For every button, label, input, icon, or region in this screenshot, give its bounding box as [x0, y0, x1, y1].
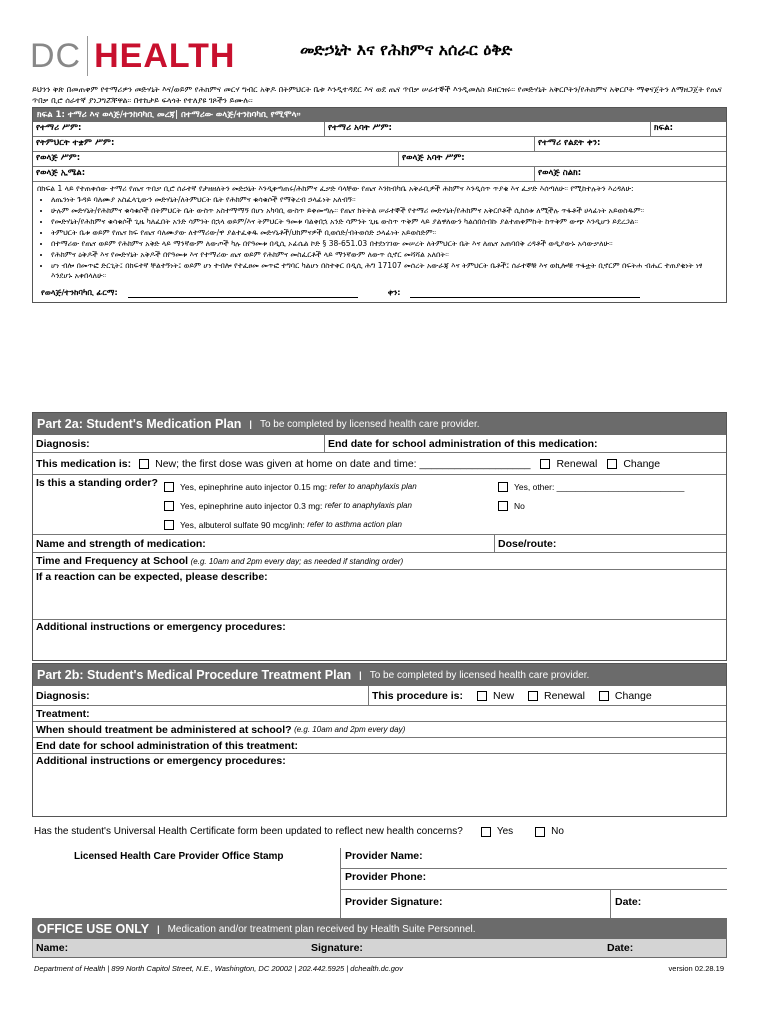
parent-last-name-field[interactable]: የወላጅ አባት ሥም:: [402, 153, 465, 163]
consent-list: [51, 195, 722, 281]
change-medication-label: Change: [623, 457, 661, 470]
part2b-sep: |: [359, 670, 362, 680]
consent-item: • ሁሉም መድሃኒት/የሕክምና ቁሳቁሶች በትምህርት ቤት ውስጥ አስተማማኝ በሆነ አካባቢ ውስጥ ይቀመጣሉ። የጤና ክትትል ሠራተኞች የተማሪ መድሃኒት/የሕክምና አቅርቦቶች ሲከሰቱ ለሚችሉ ጥፋቶች ሀላፊነት አይወስዱም።: [51, 206, 722, 216]
treatment-when-note: (e.g. 10am and 2pm every day): [294, 725, 406, 734]
page-footer: [34, 964, 724, 973]
student-first-name-field[interactable]: የተማሪ ሥም:: [33, 122, 325, 136]
part1-header-text: ክፍል 1: ተማሪ እና ወላጅ/ተንከባካቢ መረጃ| በተማሪው ወላጅ/ተንከባካቢ የሚሞላ።: [37, 110, 301, 120]
change-procedure-checkbox[interactable]: [599, 691, 609, 701]
part2a-row-diagnosis: [33, 435, 726, 453]
albuterol-checkbox[interactable]: [164, 520, 174, 530]
new-procedure-label: New: [493, 689, 515, 702]
part2a-section: [32, 412, 727, 661]
renewal-procedure-label: Renewal: [544, 689, 585, 702]
office-use-section: [32, 918, 727, 958]
new-medication-label: New; the first dose was given at home on date and time: ___________________: [155, 457, 531, 470]
provider-signature-field[interactable]: Provider Signature:: [341, 890, 611, 919]
part2a-row-standing: [33, 475, 726, 535]
medication-instructions-label: Additional instructions or emergency procedures:: [36, 621, 286, 633]
reaction-label: If a reaction can be expected, please describe:: [36, 571, 268, 583]
epi-015-checkbox[interactable]: [164, 482, 174, 492]
change-procedure-label: Change: [614, 689, 652, 702]
part2a-subtitle: To be completed by licensed health care provider.: [259, 418, 480, 430]
certificate-no-label: No: [551, 826, 564, 837]
parent-signature-row: [37, 282, 722, 300]
student-last-name-field[interactable]: የተማሪ አባት ሥም:: [325, 122, 651, 136]
consent-item: • ለጤንነት ጉዳይ ባለሙያ አስፈላጊውን መድሃኒት/ለትምህርት ቤት የሕክምና ቁሳቁሶች የማቅረብ ኃላፊነት አለብኝ።: [51, 195, 722, 205]
epi-03-note: refer to anaphylaxis plan: [324, 501, 412, 510]
yes-other-checkbox[interactable]: [498, 482, 508, 492]
medication-instructions-field[interactable]: [33, 620, 726, 660]
footer-version: version 02.28.19: [668, 964, 724, 973]
page-title: መድኃኒት እና የሕክምና አሰራር ዕቅድ: [300, 40, 513, 59]
certificate-yes-checkbox[interactable]: [481, 827, 491, 837]
logo-health-text: HEALTH: [94, 36, 236, 75]
part2b-header: [33, 664, 726, 686]
epi-03-checkbox[interactable]: [164, 501, 174, 511]
no-standing-option: [498, 496, 723, 515]
dose-route-field[interactable]: Dose/route:: [498, 537, 557, 550]
parent-email-field[interactable]: የወላጅ ኢሜል:: [33, 167, 535, 181]
consent-item: • ትምህርት ቤቱ ወይም የጤና ክፍ የጤና ባለሙያው ለተማሪው/ዋ ያልተፈቀዱ መድሃኒቶች/ህክምናዎች ቢወሰድ/ብትወሰድ ኃላፊነት አይወስድም።: [51, 228, 722, 238]
office-use-title: OFFICE USE ONLY: [37, 922, 150, 936]
parent-phone-field[interactable]: የወላጅ ስልክ:: [538, 168, 582, 178]
provider-signature-row: [341, 890, 727, 919]
procedure-is-label: This procedure is:: [372, 689, 464, 702]
time-frequency-note: (e.g. 10am and 2pm every day; as needed if standing order): [190, 556, 404, 566]
renewal-medication-checkbox[interactable]: [540, 459, 550, 469]
reaction-field[interactable]: [33, 570, 726, 620]
medication-is-label: This medication is:: [36, 457, 132, 470]
procedure-type-options: [369, 686, 726, 705]
part1-header: [33, 108, 726, 122]
office-use-row: [33, 939, 726, 957]
school-name-field[interactable]: የትምህርት ተቋም ሥም:: [33, 137, 535, 151]
procedure-instructions-label: Additional instructions or emergency procedures:: [36, 755, 286, 767]
parent-date-line[interactable]: [410, 288, 640, 298]
intro-text: ይህንን ቅጽ በመጠቀም የተማሪዎን መድሃኒት እና/ወይም የሕክምና መርሃ ግብር አቅዶ በትምህርት ቤቱ እንዲተዳደር እና ወደ ጤና ጥበቃ ሠራተኞች እንዲመለስ ይዘርዝሩ። የመድሃኒት አቅርቦትን/የሕክምና አቅርቦት ማቀናጀትን ለማዘጋጀት የጤና ጥበቃ ቢሮ ሰራተኛ ያነጋግሯቸዋል። በተከታይ ፍላጎት የተለያዩ ገጾችን ይሙሉ።: [32, 85, 722, 105]
consent-item: • ሆነ ብሎ በመጥፎ ድርጊት፤ በከፍተኛ ቸልተኝነት፤ ወይም ሆነ ተብሎ የተፈፀመ መጥፎ ተግባር ካልሆነ በስተቀር በዲሲ ሕግ 17107 መሰረት አውራጃ እና ትምህርት ቤቶች፤ ሰራተኞቹ እና ወኪሎቹ ጥፋቷት ቢኖርም በፍትሐ ብሔር ተጠያቂነት ነፃ እንደሆኑ አቀበላለሁ።: [51, 261, 722, 281]
part2a-sep: |: [249, 419, 252, 429]
consent-item: • የሕክምና ዕቅዶች እና የመድሃኒት አቅዶች በየዓመቱ እና የተማሪው ጤና ወይም የሕክምና መስፈርቶች ላይ ማንኛውም ለውጥ ሲኖር መሻሻል አለበት።: [51, 250, 722, 260]
treatment-field[interactable]: Treatment:: [33, 706, 726, 722]
part2b-subtitle: To be completed by licensed health care provider.: [369, 669, 590, 681]
parent-signature-label: የወላጅ/ተንከባካቢ ፊርማ:: [41, 288, 118, 297]
time-frequency-label: Time and Frequency at School: [36, 555, 189, 567]
medication-end-date-field[interactable]: End date for school administration of this medication:: [328, 437, 598, 450]
procedure-diagnosis-field[interactable]: Diagnosis:: [33, 686, 369, 705]
part2a-header: [33, 413, 726, 435]
treatment-when-label: When should treatment be administered at school?: [36, 723, 292, 736]
new-procedure-checkbox[interactable]: [477, 691, 487, 701]
albuterol-note: refer to asthma action plan: [307, 520, 402, 529]
office-use-subtitle: Medication and/or treatment plan received by Health Suite Personnel.: [167, 923, 476, 935]
logo-dc-text: DC: [30, 36, 82, 75]
medication-diagnosis-field[interactable]: Diagnosis:: [33, 435, 325, 452]
epi-03-label: Yes, epinephrine auto injector 0.3 mg:: [180, 500, 323, 511]
part1-row-school: [33, 137, 726, 152]
office-date-field[interactable]: Date:: [607, 942, 634, 954]
albuterol-label: Yes, albuterol sulfate 90 mcg/inh:: [180, 519, 305, 530]
change-medication-checkbox[interactable]: [607, 459, 617, 469]
part2b-title: Part 2b: Student's Medical Procedure Treatment Plan: [37, 668, 352, 682]
renewal-procedure-checkbox[interactable]: [528, 691, 538, 701]
procedure-instructions-field[interactable]: [33, 754, 726, 816]
part1-section: [32, 107, 727, 303]
parent-date-label: ቀን:: [387, 288, 401, 297]
provider-name-field[interactable]: Provider Name:: [341, 848, 727, 869]
standing-order-label: Is this a standing order?: [36, 477, 158, 489]
footer-address: Department of Health | 899 North Capitol Street, N.E., Washington, DC 20002 | 202.442.5925 | dchealth.dc.gov: [34, 964, 403, 973]
renewal-medication-label: Renewal: [556, 457, 598, 470]
office-use-sep: |: [157, 924, 160, 934]
medication-name-strength-field[interactable]: Name and strength of medication:: [33, 535, 495, 552]
part2b-row-diagnosis: [33, 686, 726, 706]
consent-intro: በክፍል 1 ላይ የተጠቀሰው ተማሪ የጤና ጥበቃ ቢሮ ሰራተኛ የታዘዘለትን መድኃኒት እንዲቀጣጠሩ/ሕክምና ፈቃድ ባላቸው የጤና እንክብካቤ አቅራቢዎች ሕክምና እንዲሰጥ ጥያቄ እና ፈቃድ እሰጣለሁ። የሚከተሉትን እረዳለሁ:: [37, 184, 634, 193]
certificate-no-checkbox[interactable]: [535, 827, 545, 837]
part2a-title: Part 2a: Student's Medication Plan: [37, 417, 242, 431]
standing-order-yes-options: [164, 477, 498, 532]
student-dob-field[interactable]: የተማሪ የልደት ቀን:: [538, 138, 601, 148]
epi-015-option: [164, 477, 498, 496]
treatment-when-field[interactable]: [33, 722, 726, 738]
logo-divider: [87, 36, 88, 76]
epi-015-label: Yes, epinephrine auto injector 0.15 mg:: [180, 481, 328, 492]
office-name-field[interactable]: Name:: [36, 942, 69, 954]
parent-first-name-field[interactable]: የወላጅ ሥም:: [33, 152, 399, 166]
standing-order-other-options: [498, 477, 723, 532]
part1-row-contact: [33, 167, 726, 182]
treatment-end-date-field[interactable]: End date for school administration of this treatment:: [33, 738, 726, 754]
grade-field[interactable]: ክፍል:: [654, 123, 673, 133]
part2a-row-medtype: [33, 453, 726, 475]
provider-stamp-label: Licensed Health Care Provider Office Stamp: [74, 851, 284, 862]
epi-03-option: [164, 496, 498, 515]
part1-consent: [33, 182, 726, 302]
office-signature-field[interactable]: Signature:: [311, 942, 363, 954]
dc-health-logo: [30, 36, 235, 76]
yes-other-option: [498, 477, 723, 496]
parent-signature-line[interactable]: [128, 288, 358, 298]
new-medication-checkbox[interactable]: [139, 459, 149, 469]
part2a-row-name-strength: [33, 535, 726, 553]
part2b-section: [32, 663, 727, 817]
part2a-row-time[interactable]: [33, 553, 726, 570]
provider-date-field[interactable]: Date:: [615, 896, 642, 908]
albuterol-option: [164, 515, 498, 534]
office-use-header: [33, 919, 726, 939]
no-standing-label: No: [514, 500, 525, 511]
epi-015-note: refer to anaphylaxis plan: [329, 482, 417, 491]
consent-item: • የመድሃኒት/የሕክምና ቁሳቁሶች ጊዜ ካለፈበት አንድ ሳምንት በኋላ ወይም/እና ትምህርት ዓመቱ ባልቀበኋ አንድ ሳምንት ጊዜ ውስጥ ጥቅም ላይ ያልዋለውን ካልሰበሰብኩ ያልተጠቀምኩት ከጥቅም ውጭ እንዲሆን ይደረጋል።: [51, 217, 722, 227]
provider-phone-field[interactable]: Provider Phone:: [341, 869, 727, 890]
no-standing-checkbox[interactable]: [498, 501, 508, 511]
part1-row-parent: [33, 152, 726, 167]
certificate-question-row: [34, 826, 724, 837]
yes-other-label: Yes, other: ___________________________: [514, 481, 685, 492]
consent-item: • በተማሪው የጤና ወይም የሕክምና አቅድ ላይ ማንኛውም ለውጦች ካሉ በየዓመቱ በዲሲ ኦፊሴል ኮድ § 38-651.03 በተደነገገው መሠረት ለትምህርት ቤት እና ለጤና አጠባበቅ ረዳቶች ወዲያውኑ አሳውቃለሁ።: [51, 239, 722, 249]
certificate-question: Has the student's Universal Health Certificate form been updated to reflect new health concerns?: [34, 826, 463, 837]
part1-row-student: [33, 122, 726, 137]
provider-info-block: [340, 848, 727, 919]
certificate-yes-label: Yes: [496, 826, 514, 837]
